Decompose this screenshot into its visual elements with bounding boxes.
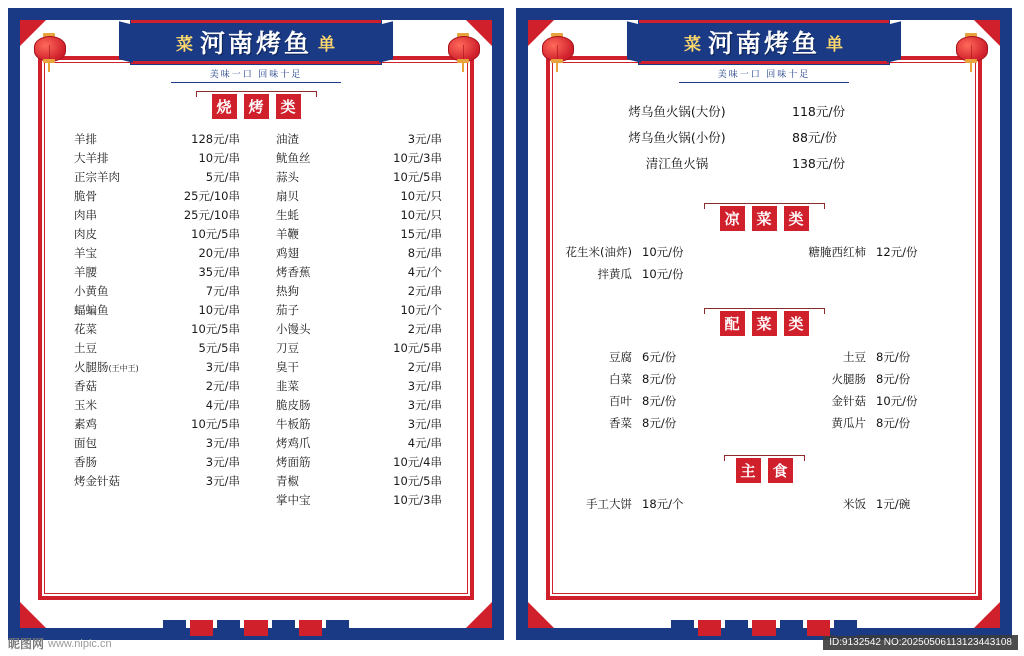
spacer <box>732 266 796 282</box>
subtitle-text: 美味一口 回味十足 <box>171 64 341 83</box>
menu-item-price: 7元/串 <box>205 283 240 298</box>
menu-item-note: (王中王) <box>108 363 139 373</box>
section-char-2: 食 <box>768 458 793 483</box>
menu-item-row <box>256 395 458 414</box>
menu-item-name: 脆骨 <box>74 188 97 203</box>
lantern-icon <box>542 30 572 64</box>
staple-section-title <box>562 458 966 483</box>
menu-item-price: 88元/份 <box>792 130 838 145</box>
left-menu-board <box>8 8 504 640</box>
section-char-2: 菜 <box>752 311 777 336</box>
menu-item-price: 10元/串 <box>198 302 240 317</box>
section-char-2: 菜 <box>752 206 777 231</box>
right-menu-content <box>562 84 966 584</box>
image-id-bar: ID:9132542 NO:20250506113123443108 <box>823 635 1018 650</box>
spacer <box>732 393 796 409</box>
menu-item-name: 土豆 <box>843 350 866 364</box>
menu-item-price: 5元/5串 <box>198 340 240 355</box>
menu-item-row <box>54 129 256 148</box>
menu-item-name: 羊排 <box>74 131 97 146</box>
title-banner <box>131 16 381 62</box>
menu-item-row <box>562 390 966 412</box>
menu-item-name: 手工大饼 <box>586 497 632 511</box>
menu-item-row <box>562 263 966 285</box>
menu-item-price: 2元/串 <box>205 378 240 393</box>
menu-item-row <box>54 376 256 395</box>
corner-accent-bottom-right <box>466 602 492 628</box>
menu-item-name: 香菇 <box>74 378 97 393</box>
menu-item-name: 臭干 <box>276 359 299 374</box>
menu-item-name: 花生米(油炸) <box>565 245 632 259</box>
menu-item-name: 烤乌鱼火锅(大份) <box>628 104 726 119</box>
section-char-3: 类 <box>276 94 301 119</box>
menu-item-price: 10元/5串 <box>191 416 240 431</box>
menu-item-name: 烤面筋 <box>276 454 311 469</box>
menu-item-price: 128元/串 <box>191 131 240 146</box>
menu-item-price: 10元/5串 <box>191 321 240 336</box>
menu-item-row <box>256 186 458 205</box>
menu-item-price: 3元/串 <box>407 416 442 431</box>
menu-item-price: 3元/串 <box>407 131 442 146</box>
menu-item-name: 鸡翅 <box>276 245 299 260</box>
menu-item-price: 8元/份 <box>642 372 677 386</box>
menu-item-name: 米饭 <box>843 497 866 511</box>
menu-item-name: 金针菇 <box>831 394 866 408</box>
menu-item-name: 羊腰 <box>74 264 97 279</box>
menu-item-row <box>256 357 458 376</box>
menu-item-row <box>54 186 256 205</box>
menu-item-price <box>866 266 966 282</box>
menu-item-price: 2元/串 <box>407 321 442 336</box>
right-menu-board <box>516 8 1012 640</box>
menu-item-name: 烤香蕉 <box>276 264 311 279</box>
menu-item-row <box>54 452 256 471</box>
banner-right-char: 单 <box>318 34 336 54</box>
section-char-1: 配 <box>720 311 745 336</box>
menu-item-row <box>54 281 256 300</box>
menu-item-name: 脆皮肠 <box>276 397 311 412</box>
menu-item-price: 5元/串 <box>205 169 240 184</box>
menu-item-price: 10元/5串 <box>393 473 442 488</box>
cold-dish-list <box>562 241 966 285</box>
menu-item-price: 3元/串 <box>205 454 240 469</box>
banner-title: 河南烤鱼 <box>707 29 820 58</box>
menu-item-price: 10元/只 <box>400 188 442 203</box>
menu-item-price: 3元/串 <box>205 435 240 450</box>
section-char-1: 烧 <box>212 94 237 119</box>
menu-item-name: 玉米 <box>74 397 97 412</box>
menu-item-price: 3元/串 <box>407 378 442 393</box>
section-char-3: 类 <box>784 206 809 231</box>
menu-item-price: 3元/串 <box>407 397 442 412</box>
menu-item-name: 刀豆 <box>276 340 299 355</box>
menu-item-row <box>562 368 966 390</box>
menu-item-price: 10元/4串 <box>393 454 442 469</box>
menu-item-price: 8元/份 <box>876 372 911 386</box>
menu-item-price: 8元/串 <box>407 245 442 260</box>
footer-stripe-decoration <box>669 620 859 636</box>
menu-item-row <box>256 433 458 452</box>
menu-item-name: 香菜 <box>609 416 632 430</box>
corner-accent-bottom-left <box>20 602 46 628</box>
menu-item-name: 花菜 <box>74 321 97 336</box>
menu-item-row <box>562 150 966 176</box>
menu-item-name: 肉皮 <box>74 226 97 241</box>
menu-item-row <box>54 262 256 281</box>
menu-item-row <box>54 414 256 433</box>
menu-item-price: 10元/5串 <box>393 340 442 355</box>
menu-item-name: 素鸡 <box>74 416 97 431</box>
menu-item-name: 正宗羊肉 <box>74 169 120 184</box>
spacer <box>732 349 796 365</box>
menu-item-row <box>562 98 966 124</box>
menu-item-row <box>256 281 458 300</box>
menu-item-row <box>256 167 458 186</box>
menu-item-row <box>562 412 966 434</box>
menu-item-price: 10元/个 <box>400 302 442 317</box>
menu-item-price: 4元/串 <box>205 397 240 412</box>
menu-item-row <box>54 357 256 376</box>
grill-list-column-2 <box>256 129 458 509</box>
menu-item-name: 扇贝 <box>276 188 299 203</box>
menu-item-price: 20元/串 <box>198 245 240 260</box>
menu-item-name: 茄子 <box>276 302 299 317</box>
menu-item-row <box>256 224 458 243</box>
grill-list-column-1 <box>54 129 256 509</box>
footer-stripe-decoration <box>161 620 351 636</box>
menu-item-price: 138元/份 <box>792 156 846 171</box>
menu-item-name: 热狗 <box>276 283 299 298</box>
hotpot-list <box>562 98 966 176</box>
menu-item-name: 青椒 <box>276 473 299 488</box>
side-dish-list <box>562 346 966 434</box>
menu-item-row <box>54 338 256 357</box>
menu-item-price: 8元/份 <box>876 416 911 430</box>
menu-item-note: (油炸) <box>600 245 632 259</box>
menu-item-name: 羊鞭 <box>276 226 299 241</box>
menu-item-row <box>256 319 458 338</box>
menu-item-row <box>562 241 966 263</box>
menu-item-name: 豆腐 <box>609 350 632 364</box>
menu-item-row <box>256 205 458 224</box>
menu-item-name: 掌中宝 <box>276 492 311 507</box>
menu-item-row <box>256 490 458 509</box>
menu-item-name: 韭菜 <box>276 378 299 393</box>
menu-item-row <box>256 148 458 167</box>
menu-item-row <box>562 346 966 368</box>
menu-item-name <box>796 266 866 282</box>
banner-left-char: 菜 <box>175 34 194 54</box>
menu-item-name: 蒜头 <box>276 169 299 184</box>
menu-item-price: 3元/串 <box>205 473 240 488</box>
grill-section-title <box>54 94 458 119</box>
lantern-icon <box>448 30 478 64</box>
menu-item-name: 烤乌鱼火锅(小份) <box>628 130 726 145</box>
menu-item-row <box>256 452 458 471</box>
menu-item-name: 清江鱼火锅 <box>645 156 709 171</box>
menu-item-name: 蝠蝙鱼 <box>74 302 109 317</box>
staple-list <box>562 493 966 515</box>
menu-item-price: 8元/份 <box>642 416 677 430</box>
menu-item-price: 4元/串 <box>407 435 442 450</box>
menu-item-price: 1元/碗 <box>876 497 911 511</box>
watermark <box>8 635 112 652</box>
lantern-icon <box>34 30 64 64</box>
menu-item-row <box>54 300 256 319</box>
spacer <box>732 496 796 512</box>
menu-item-name: 羊宝 <box>74 245 97 260</box>
menu-item-row <box>54 319 256 338</box>
menu-item-row <box>256 262 458 281</box>
menu-item-price: 12元/份 <box>876 245 918 259</box>
menu-item-price: 10元/5串 <box>393 169 442 184</box>
lantern-icon <box>956 30 986 64</box>
menu-item-name: 肉串 <box>74 207 97 222</box>
menu-item-name: 大羊排 <box>74 150 109 165</box>
menu-item-price: 10元/只 <box>400 207 442 222</box>
menu-item-price: 10元/份 <box>876 394 918 408</box>
watermark-logo: 昵图网 <box>8 637 45 651</box>
spacer <box>732 244 796 260</box>
menu-item-name: 拌黄瓜 <box>597 267 632 281</box>
menu-item-row <box>256 129 458 148</box>
menu-item-price: 25元/10串 <box>183 188 240 203</box>
section-char-3: 类 <box>784 311 809 336</box>
menu-item-name: 火腿肠 <box>831 372 866 386</box>
section-char-1: 主 <box>736 458 761 483</box>
menu-item-price: 18元/个 <box>642 497 684 511</box>
menu-item-price: 8元/份 <box>642 394 677 408</box>
menu-item-row <box>256 300 458 319</box>
menu-item-row <box>256 376 458 395</box>
menu-item-price: 25元/10串 <box>183 207 240 222</box>
menu-item-price: 10元/串 <box>198 150 240 165</box>
menu-item-price: 15元/串 <box>400 226 442 241</box>
menu-item-row <box>562 493 966 515</box>
subtitle-text: 美味一口 回味十足 <box>679 64 849 83</box>
menu-item-row <box>54 224 256 243</box>
menu-item-name: 黄瓜片 <box>831 416 866 430</box>
menu-item-row <box>54 471 256 490</box>
menu-item-name: 火腿肠(王中王) <box>74 359 139 374</box>
watermark-url: www.nipic.cn <box>48 637 112 650</box>
menu-item-name: 香肠 <box>74 454 97 469</box>
menu-item-row <box>256 243 458 262</box>
menu-item-price: 6元/份 <box>642 350 677 364</box>
side-dish-section-title <box>562 311 966 336</box>
menu-item-name: 土豆 <box>74 340 97 355</box>
left-menu-content <box>54 84 458 584</box>
menu-item-name: 小馒头 <box>276 321 311 336</box>
menu-item-price: 2元/串 <box>407 283 442 298</box>
menu-item-row <box>256 471 458 490</box>
section-char-1: 凉 <box>720 206 745 231</box>
menu-item-price: 10元/份 <box>642 245 684 259</box>
menu-item-name: 小黄鱼 <box>74 283 109 298</box>
menu-item-row <box>562 124 966 150</box>
menu-item-name: 百叶 <box>609 394 632 408</box>
title-banner <box>639 16 889 62</box>
menu-item-price: 8元/份 <box>876 350 911 364</box>
menu-item-row <box>54 148 256 167</box>
corner-accent-bottom-left <box>528 602 554 628</box>
menu-item-row <box>256 338 458 357</box>
menu-item-row <box>54 395 256 414</box>
banner-title: 河南烤鱼 <box>199 29 312 58</box>
menu-item-price: 3元/串 <box>205 359 240 374</box>
menu-item-name: 油渣 <box>276 131 299 146</box>
menu-item-row <box>256 414 458 433</box>
menu-item-price: 4元/个 <box>407 264 442 279</box>
menu-item-name: 面包 <box>74 435 97 450</box>
menu-item-name: 生蚝 <box>276 207 299 222</box>
banner-right-char: 单 <box>826 34 844 54</box>
menu-item-name: 烤金针菇 <box>74 473 120 488</box>
menu-item-price: 10元/3串 <box>393 150 442 165</box>
menu-item-name: 糖腌西红柿 <box>808 245 866 259</box>
menu-item-price: 10元/份 <box>642 267 684 281</box>
banner-left-char: 菜 <box>683 34 702 54</box>
menu-item-price: 35元/串 <box>198 264 240 279</box>
menu-item-price: 118元/份 <box>792 104 846 119</box>
spacer <box>732 415 796 431</box>
menu-item-price: 10元/3串 <box>393 492 442 507</box>
section-char-2: 烤 <box>244 94 269 119</box>
menu-item-row <box>54 433 256 452</box>
menu-item-row <box>54 167 256 186</box>
menu-item-name: 鱿鱼丝 <box>276 150 311 165</box>
cold-dish-section-title <box>562 206 966 231</box>
corner-accent-bottom-right <box>974 602 1000 628</box>
menu-item-row <box>54 243 256 262</box>
menu-item-note: (小份) <box>690 130 726 145</box>
menu-item-name: 牛板筋 <box>276 416 311 431</box>
menu-item-row <box>54 205 256 224</box>
menu-item-name: 烤鸡爪 <box>276 435 311 450</box>
menu-item-price: 10元/5串 <box>191 226 240 241</box>
menu-item-note: (大份) <box>690 104 726 119</box>
menu-item-name: 白菜 <box>609 372 632 386</box>
menu-item-price: 2元/串 <box>407 359 442 374</box>
spacer <box>732 371 796 387</box>
